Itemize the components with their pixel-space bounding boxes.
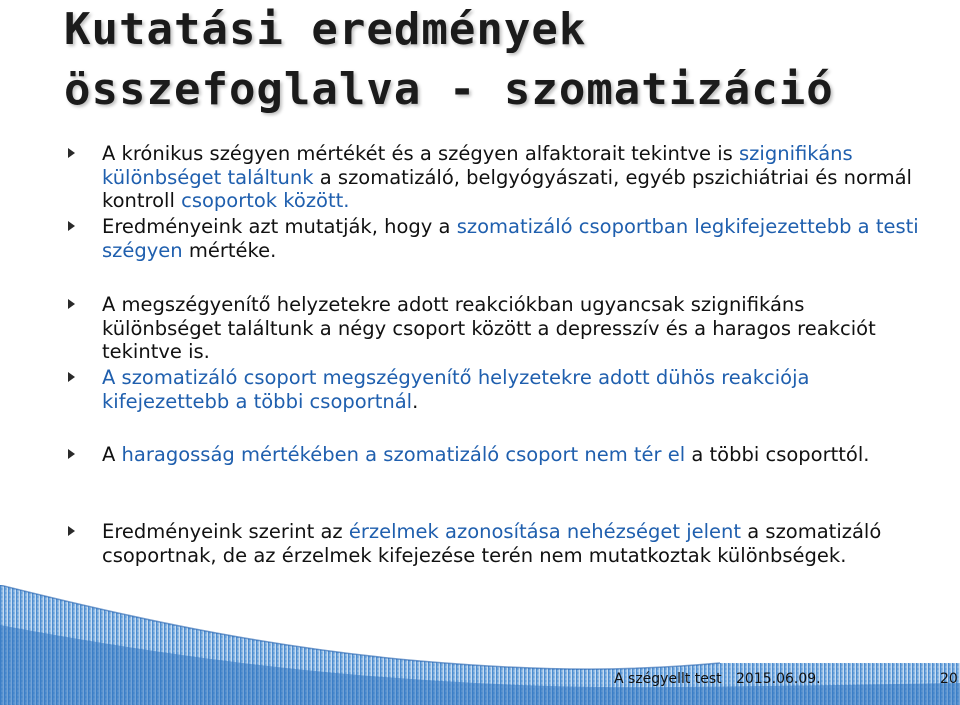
bullet-5-seg-3: a többi csoporttól.: [685, 443, 870, 466]
bullet-2-seg-1: Eredményeink azt mutatják, hogy a: [102, 215, 457, 238]
bullet-arrow-icon: [68, 449, 75, 459]
bullet-item-5: [68, 443, 928, 467]
bullet-6-seg-2: érzelmek azonosítása nehézséget jelent: [348, 520, 742, 543]
bullet-text-3: [102, 293, 928, 364]
bullet-5-seg-1: A: [102, 443, 122, 466]
footer-title: A szégyellt test: [614, 671, 722, 687]
slide-title-line-1: Kutatási eredmények: [64, 4, 587, 55]
bullet-text-1: [102, 142, 928, 213]
bullet-arrow-icon: [68, 526, 75, 536]
page-number: 20: [940, 671, 958, 687]
bullet-arrow-icon: [68, 221, 75, 231]
bullet-item-6: [68, 520, 928, 567]
bullet-1-seg-1: A krónikus szégyen mértékét és a szégyen alfaktorait tekintve is: [102, 142, 740, 165]
bullet-arrow-icon: [68, 299, 75, 309]
bullet-5-seg-2: haragosság mértékében a szomatizáló csoport nem tér el: [121, 443, 686, 466]
bullet-arrow-icon: [68, 148, 75, 158]
bullet-arrow-icon: [68, 372, 75, 382]
bullet-text-4: [102, 366, 928, 413]
bullet-6-seg-3: a szomatizáló csoportnak, de az érzelmek kifejezése terén nem mutatkoztak különbségek.: [102, 520, 882, 567]
footer-date: 2015.06.09.: [736, 671, 821, 687]
bullet-item-1: [68, 142, 928, 213]
bullet-item-2: [68, 215, 928, 262]
slide-title-line-2: összefoglalva - szomatizáció: [64, 64, 834, 115]
bullet-2-seg-2: szomatizáló csoportban legkifejezettebb a testi szégyen: [102, 215, 919, 262]
bullet-1-seg-3: a szomatizáló, belgyógyászati, egyéb pszichiátriai és normál kontroll: [102, 165, 912, 212]
bullet-4-seg-2: .: [412, 389, 419, 413]
bullet-item-4: [68, 366, 928, 413]
slide-title: [64, 0, 944, 120]
bullet-2-seg-3: mértéke.: [182, 238, 277, 262]
bullet-3-seg-1: A megszégyenítő helyzetekre adott reakciókban ugyancsak szignifikáns különbséget találtunk a négy csoport között a depresszív és a haragos reakciót tekintve is.: [102, 293, 876, 363]
bullet-4-seg-1: A szomatizáló csoport megszégyenítő helyzetekre adott dühös reakciója kifejezettebb a többi csoportnál: [102, 366, 810, 413]
bullet-text-5: [102, 443, 928, 467]
bullet-text-6: [102, 520, 928, 567]
bullet-item-3: [68, 293, 928, 364]
bullet-text-2: [102, 215, 928, 262]
bullet-6-seg-1: Eredményeink szerint az: [102, 520, 349, 543]
bullet-1-seg-2: szignifikáns különbséget találtunk: [102, 142, 853, 189]
bullet-1-seg-4: csoportok között.: [181, 189, 350, 212]
